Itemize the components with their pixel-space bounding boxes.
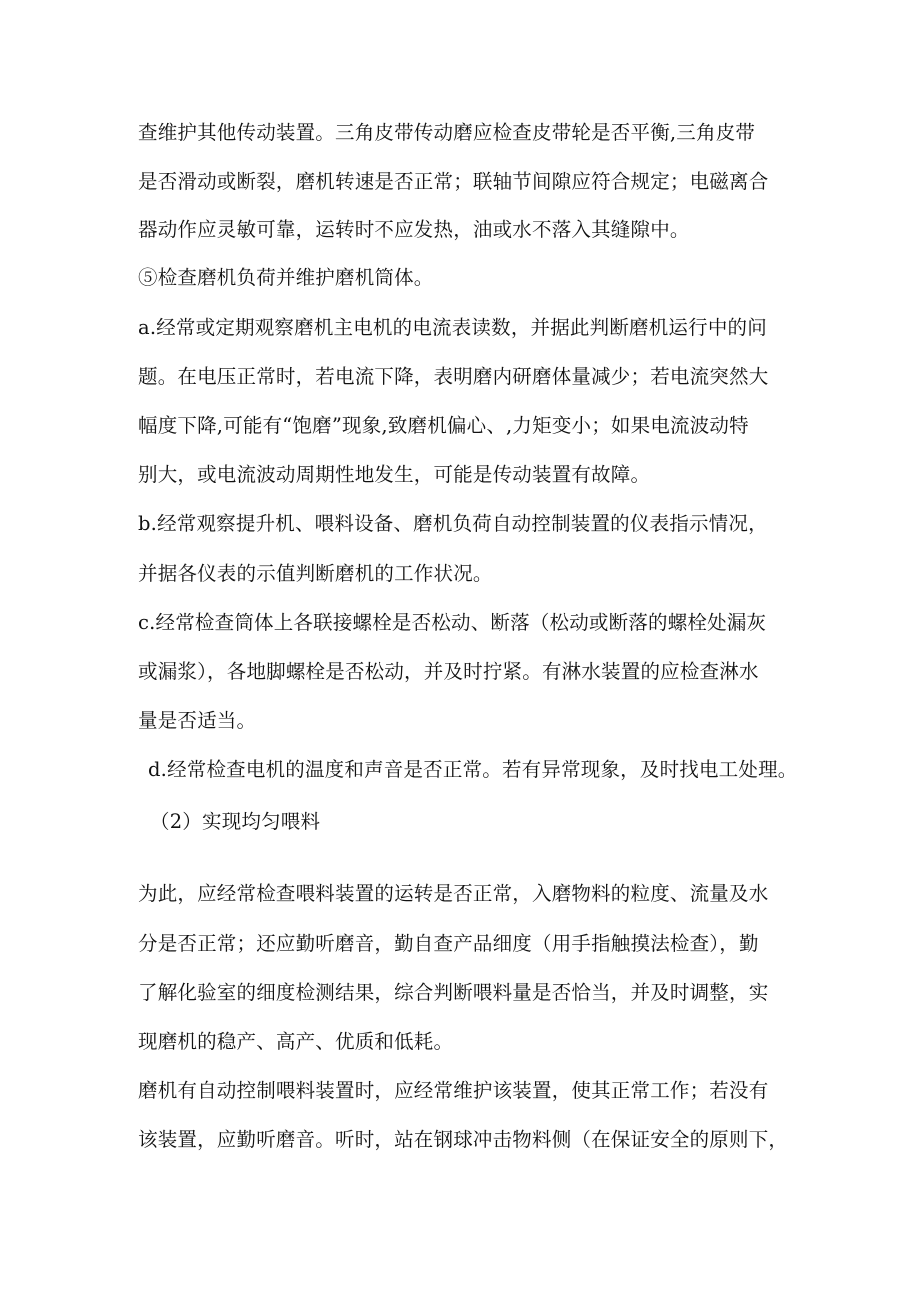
text-line: 现磨机的稳产、高产、优质和低耗。 xyxy=(138,1030,454,1053)
text-line: b.经常观察提升机、喂料设备、磨机负荷自动控制装置的仪表指示情况， xyxy=(138,512,768,535)
text-line: 为此，应经常检查喂料装置的运转是否正常，入磨物料的粒度、流量及水 xyxy=(138,882,769,905)
text-line: a.经常或定期观察磨机主电机的电流表读数，并据此判断磨机运行中的问 xyxy=(138,316,767,339)
text-line: 量是否适当。 xyxy=(138,709,257,732)
text-line: 并据各仪表的示值判断磨机的工作状况。 xyxy=(138,562,493,585)
text-line: 器动作应灵敏可靠，运转时不应发热，油或水不落入其缝隙中。 xyxy=(138,218,690,241)
text-line: 了解化验室的细度检测结果，综合判断喂料量是否恰当，并及时调整，实 xyxy=(138,981,769,1004)
text-line: 该装置，应勤听磨音。听时，站在钢球冲击物料侧（在保证安全的原则下， xyxy=(138,1128,789,1151)
text-line: 别大，或电流波动周期性地发生，可能是传动装置有故障。 xyxy=(138,463,651,486)
section-heading: （2）实现均匀喂料 xyxy=(150,810,321,833)
text-line: 分是否正常；还应勤听磨音，勤自查产品细度（用手指触摸法检查），勤 xyxy=(138,932,759,955)
text-line: c.经常检查筒体上各联接螺栓是否松动、断落（松动或断落的螺栓处漏灰 xyxy=(138,611,767,634)
text-line: 磨机有自动控制喂料装置时，应经常维护该装置，使其正常工作；若没有 xyxy=(138,1079,769,1102)
text-line: 幅度下降,可能有“饱磨”现象,致磨机偏心、,力矩变小；如果电流波动特 xyxy=(138,414,749,437)
text-line: 或漏浆），各地脚螺栓是否松动，并及时拧紧。有淋水装置的应检查淋水 xyxy=(138,660,759,683)
text-line: 题。在电压正常时，若电流下降，表明磨内研磨体量减少；若电流突然大 xyxy=(138,365,769,388)
text-line: 查维护其他传动装置。三角皮带传动磨应检查皮带轮是否平衡,三角皮带 xyxy=(138,121,756,144)
text-line: ⑤检查磨机负荷并维护磨机筒体。 xyxy=(138,266,434,289)
text-line: 是否滑动或断裂，磨机转速是否正常；联轴节间隙应符合规定；电磁离合 xyxy=(138,170,769,193)
text-line: d.经常检查电机的温度和声音是否正常。若有异常现象，及时找电工处理。 xyxy=(148,758,798,781)
